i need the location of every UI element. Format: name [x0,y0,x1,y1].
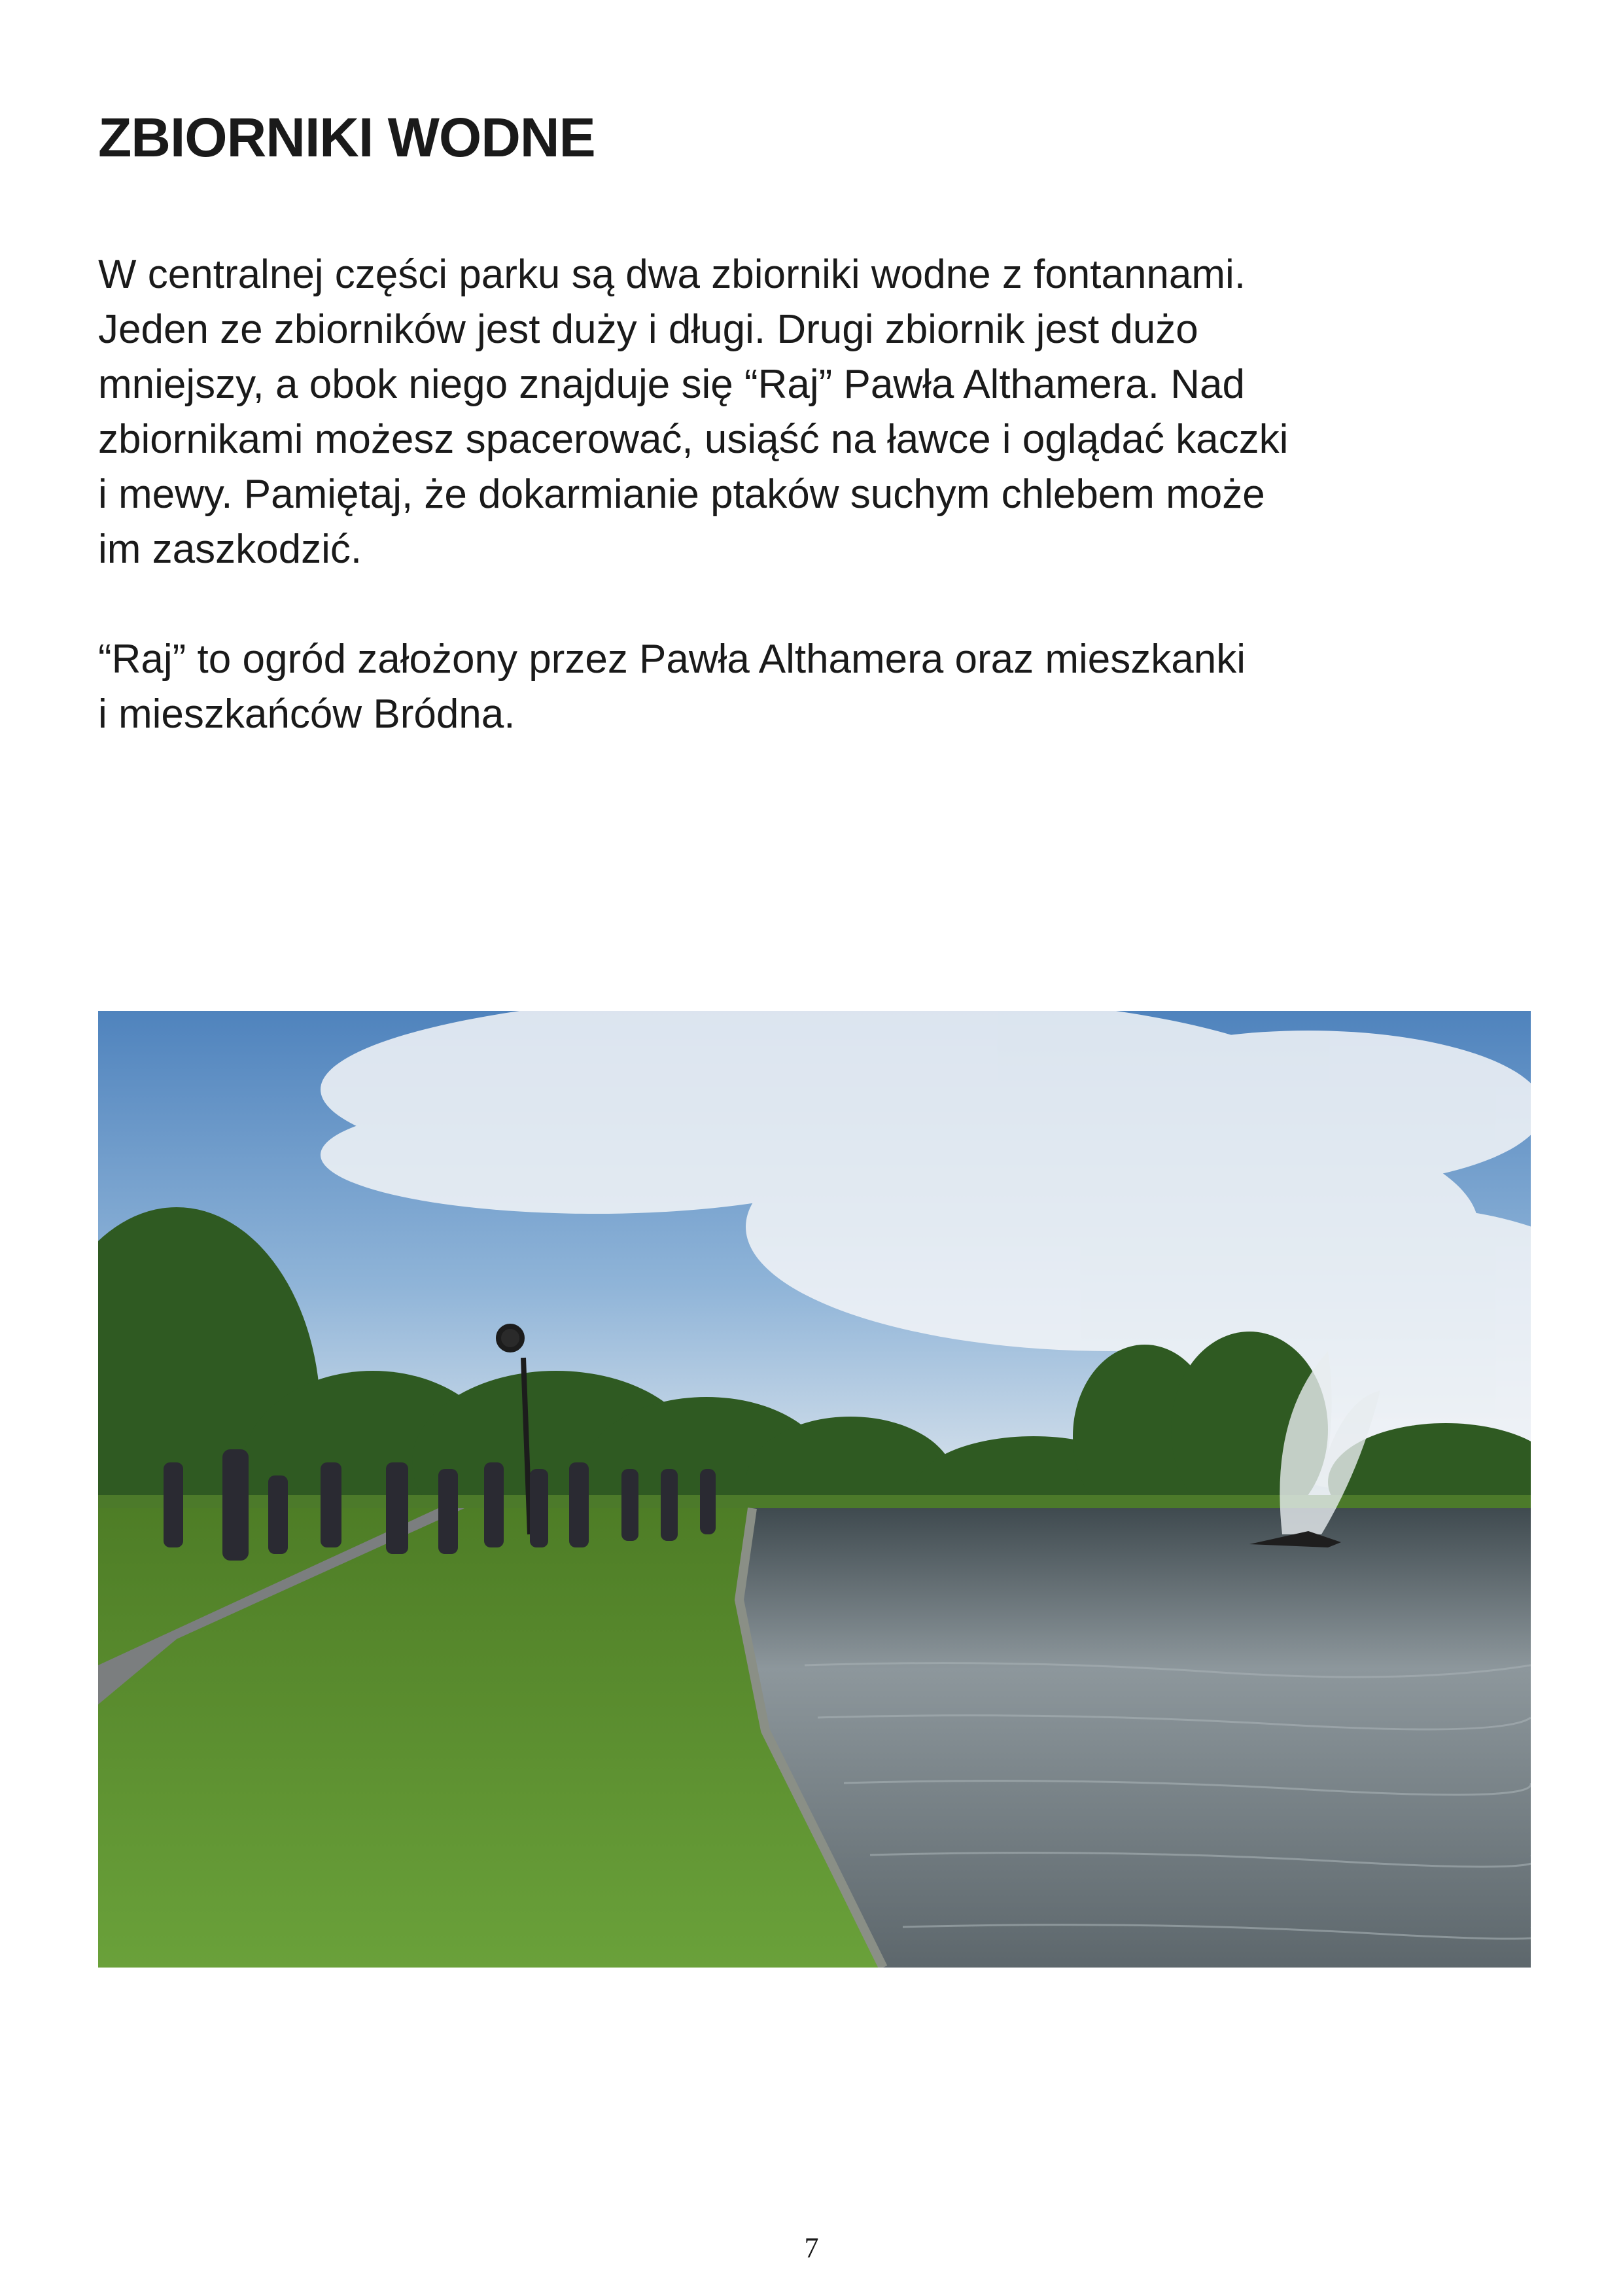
park-pond-photo [98,1011,1531,1968]
body-paragraph-1: W centralnej części parku są dwa zbiorniki wodne z fontannami. Jeden ze zbiorników jest duży i długi. Drugi zbiornik jest dużo mniejszy, a obok niego znajduje się “Raj” Pawła Althamera. Nad zbiornikami możesz spacerować, usiąść na ławce i oglądać kaczki i mewy. Pamiętaj, że dokarmianie ptaków suchym chlebem może im zaszkodzić. [98,252,1289,572]
pond [739,1508,1531,1968]
page-title: ZBIORNIKI WODNE [98,107,595,168]
body-paragraph-2: “Raj” to ogród założony przez Pawła Althamera oraz mieszkanki i mieszkańców Bródna. [98,637,1246,737]
page-number: 7 [804,2232,819,2264]
